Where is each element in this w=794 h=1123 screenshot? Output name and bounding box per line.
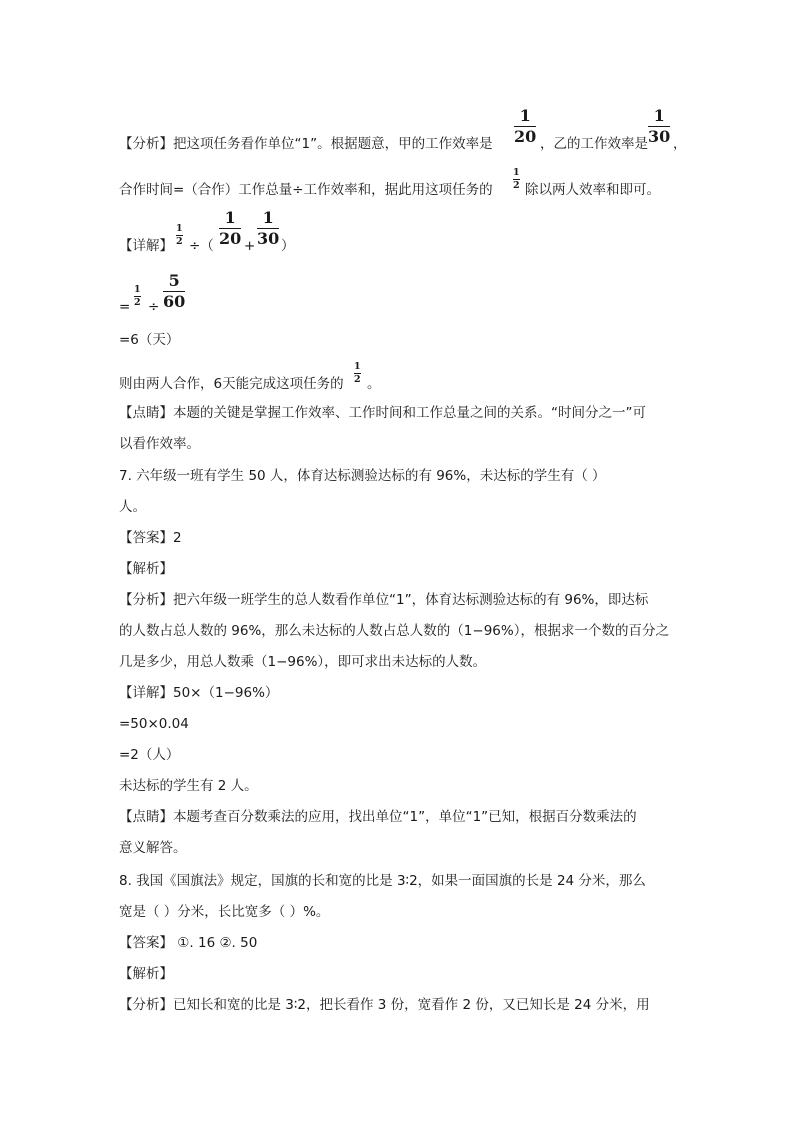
detail-7-line: 未达标的学生有 2 人。: [119, 778, 258, 794]
remark-7-line: 意义解答。: [119, 840, 187, 856]
analysis-7-line: 几是多少，用总人数乘（1−96%），即可求出未达标的人数。: [119, 654, 487, 670]
question-7: 7. 六年级一班有学生 50 人，体育达标测验达标的有 96%，未达标的学生有（ ）: [119, 468, 606, 484]
fraction-1-20: 1 20: [514, 106, 537, 146]
divide-sign: ÷: [148, 299, 160, 315]
analysis-text: ，: [673, 136, 687, 152]
question-8-cont: 宽是（ ）分米，长比宽多（ ）%。: [119, 904, 330, 920]
detail-7-line: =50×0.04: [119, 716, 189, 732]
analysis-7-line: 的人数占总人数的 96%，那么未达标的人数占总人数的（1−96%），根据求一个数的百分之: [119, 623, 669, 639]
fraction-1-2: 1 2: [176, 223, 183, 247]
remark-line: 【点睛】本题的关键是掌握工作效率、工作时间和工作总量之间的关系。“时间分之一”可: [119, 405, 646, 421]
analysis-text: 除以两人效率和即可。: [525, 182, 660, 198]
divide-paren: ÷（: [189, 238, 214, 254]
question-8: 8. 我国《国旗法》规定，国旗的长和宽的比是 3∶2，如果一面国旗的长是 24 分米，那么: [119, 873, 646, 889]
analysis-text: ，乙的工作效率是: [540, 136, 648, 152]
fraction-5-60: 5 60: [163, 271, 186, 311]
analysis-8-line: 【分析】已知长和宽的比是 3∶2，把长看作 3 份，宽看作 2 份，又已知长是 24 分米，用: [119, 997, 650, 1013]
step-result: =6（天）: [119, 332, 180, 348]
fraction-1-20: 1 20: [219, 208, 242, 248]
remark-7-line: 【点睛】本题考查百分数乘法的应用，找出单位“1”，单位“1”已知，根据百分数乘法的: [119, 809, 637, 825]
fraction-1-30: 1 30: [257, 208, 280, 248]
step-equals: =: [119, 299, 131, 315]
fraction-1-2: 1 2: [513, 167, 520, 191]
answer-7: 【答案】2: [119, 530, 182, 546]
fraction-1-30: 1 30: [648, 106, 671, 146]
detail-label: 【详解】: [119, 238, 173, 254]
detail-7-line: =2（人）: [119, 747, 180, 763]
jiexi-8: 【解析】: [119, 966, 173, 982]
remark-line: 以看作效率。: [119, 436, 200, 452]
close-paren: ）: [281, 238, 295, 254]
question-7-cont: 人。: [119, 499, 146, 515]
answer-8: 【答案】 ①. 16 ②. 50: [119, 935, 258, 951]
jiexi-7: 【解析】: [119, 561, 173, 577]
analysis-text: 【分析】把这项任务看作单位“1”。根据题意，甲的工作效率是: [119, 136, 493, 152]
analysis-line: 合作时间=（合作）工作总量÷工作效率和，据此用这项任务的: [119, 182, 493, 198]
fraction-1-2: 1 2: [354, 361, 361, 385]
conclusion: 则由两人合作，6天能完成这项任务的: [119, 376, 344, 392]
period: 。: [367, 376, 381, 392]
analysis-line: [119, 134, 493, 154]
detail-7-line: 【详解】50×（1−96%）: [119, 685, 279, 701]
plus-sign: +: [244, 238, 256, 254]
fraction-1-2: 1 2: [134, 284, 141, 308]
analysis-7-line: 【分析】把六年级一班学生的总人数看作单位“1”，体育达标测验达标的有 96%，即达标: [119, 592, 649, 608]
